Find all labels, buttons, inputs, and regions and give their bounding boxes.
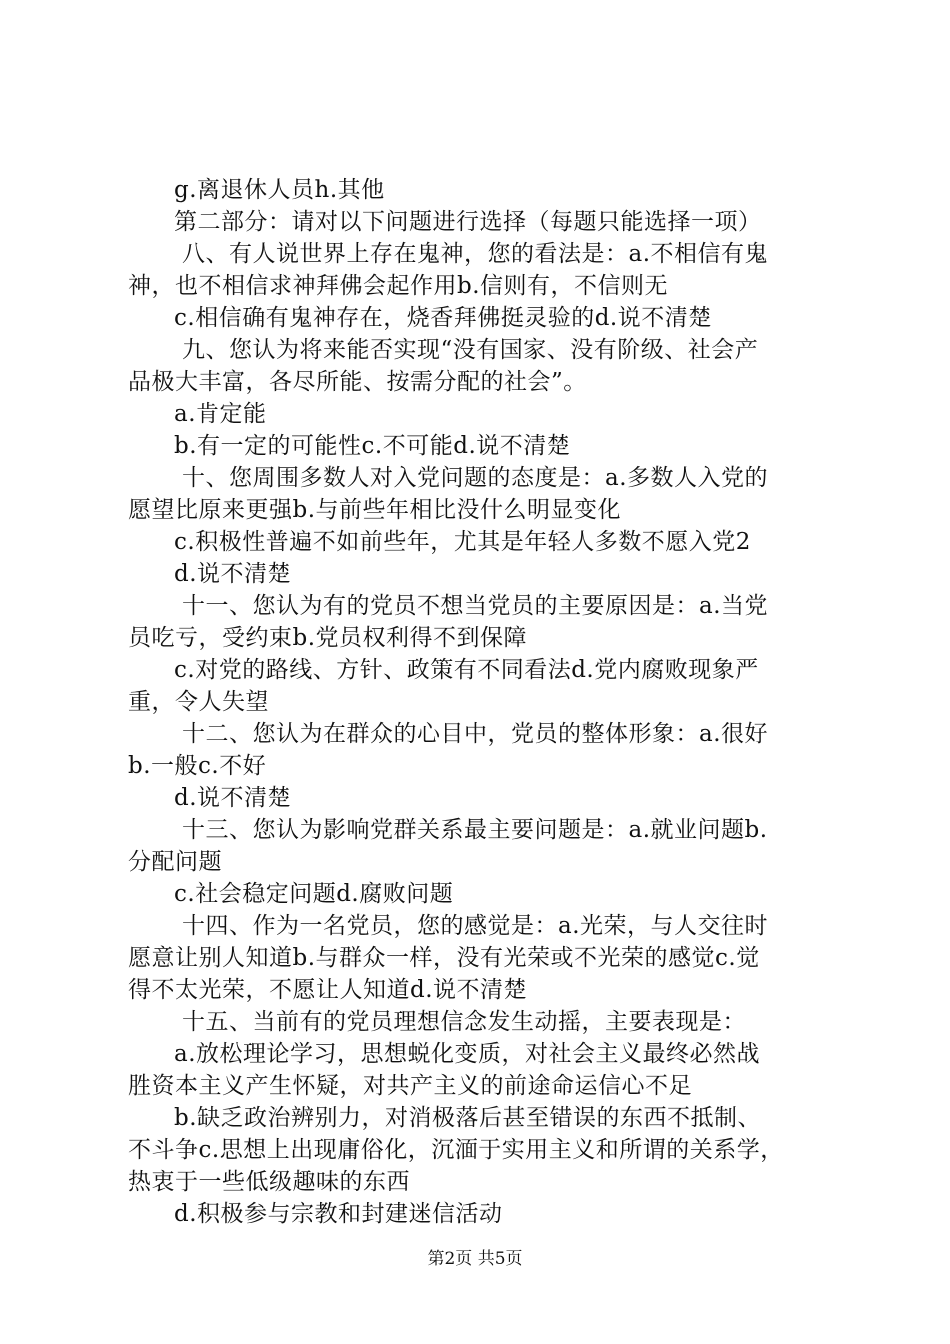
text-line: c.社会稳定问题d.腐败问题 bbox=[174, 881, 454, 907]
document-body bbox=[128, 174, 843, 1230]
text-line: 得不太光荣，不愿让人知道d.说不清楚 bbox=[128, 977, 528, 1003]
text-line: 十一、您认为有的党员不想当党员的主要原因是：a.当党 bbox=[182, 593, 769, 619]
text-line: d.积极参与宗教和封建迷信活动 bbox=[174, 1201, 503, 1227]
text-line: 八、有人说世界上存在鬼神，您的看法是：a.不相信有鬼 bbox=[182, 241, 769, 267]
text-line: b.缺乏政治辨别力，对消极落后甚至错误的东西不抵制、 bbox=[174, 1105, 762, 1131]
text-line: 十五、当前有的党员理想信念发生动摇，主要表现是： bbox=[182, 1009, 746, 1035]
text-line: 不斗争c.思想上出现庸俗化，沉湎于实用主义和所谓的关系学， bbox=[128, 1137, 784, 1163]
text-line: a.肯定能 bbox=[174, 401, 267, 427]
text-line: 十三、您认为影响党群关系最主要问题是：a.就业问题b. bbox=[182, 817, 768, 843]
text-line: 分配问题 bbox=[128, 849, 222, 875]
text-line: 第二部分：请对以下问题进行选择（每题只能选择一项） bbox=[174, 209, 762, 235]
text-line: 九、您认为将来能否实现“没有国家、没有阶级、社会产 bbox=[182, 337, 759, 363]
text-line: 神，也不相信求神拜佛会起作用b.信则有，不信则无 bbox=[128, 273, 669, 299]
text-line: b.有一定的可能性c.不可能d.说不清楚 bbox=[174, 433, 571, 459]
text-line: 十、您周围多数人对入党问题的态度是：a.多数人入党的 bbox=[182, 465, 769, 491]
text-line: 十二、您认为在群众的心目中，党员的整体形象：a.很好 bbox=[182, 721, 769, 747]
text-line: 重，令人失望 bbox=[128, 689, 269, 715]
page-footer: 第2页 共5页 bbox=[427, 1249, 523, 1269]
text-line: 热衷于一些低级趣味的东西 bbox=[128, 1169, 410, 1195]
text-line: c.积极性普遍不如前些年，尤其是年轻人多数不愿入党2 bbox=[174, 529, 751, 555]
text-line: c.相信确有鬼神存在，烧香拜佛挺灵验的d.说不清楚 bbox=[174, 305, 712, 331]
text-line: c.对党的路线、方针、政策有不同看法d.党内腐败现象严 bbox=[174, 657, 759, 683]
text-line: 品极大丰富，各尽所能、按需分配的社会”。 bbox=[128, 369, 587, 395]
text-line: 员吃亏，受约束b.党员权利得不到保障 bbox=[128, 625, 528, 651]
text-line: d.说不清楚 bbox=[174, 561, 292, 587]
text-line: 十四、作为一名党员，您的感觉是：a.光荣，与人交往时 bbox=[182, 913, 769, 939]
text-line: a.放松理论学习，思想蜕化变质，对社会主义最终必然战 bbox=[174, 1041, 761, 1067]
text-line: g.离退休人员h.其他 bbox=[174, 177, 385, 203]
text-line: b.一般c.不好 bbox=[128, 753, 267, 779]
text-line: d.说不清楚 bbox=[174, 785, 292, 811]
text-line: 胜资本主义产生怀疑，对共产主义的前途命运信心不足 bbox=[128, 1073, 692, 1099]
text-line: 愿意让别人知道b.与群众一样，没有光荣或不光荣的感觉c.觉 bbox=[128, 945, 760, 971]
text-line: 愿望比原来更强b.与前些年相比没什么明显变化 bbox=[128, 497, 622, 523]
